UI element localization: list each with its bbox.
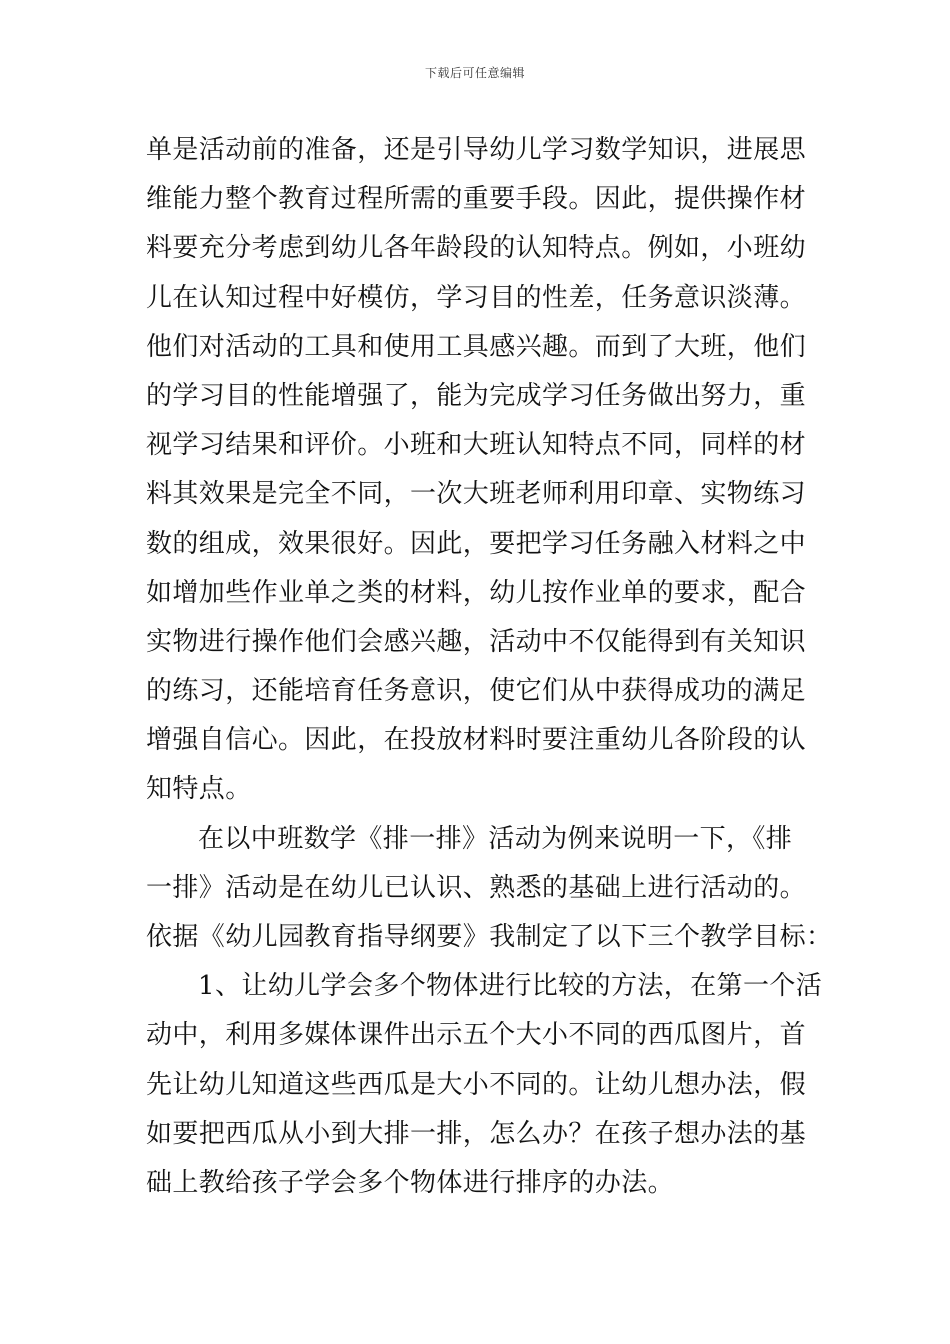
text-line: 他们对活动的工具和使用工具感兴趣。而到了大班，他们: [146, 331, 807, 362]
text-line: 依据《幼儿园教育指导纲要》我制定了以下三个教学目标：: [146, 922, 833, 952]
text-line: 视学习结果和评价。小班和大班认知特点不同，同样的材: [146, 430, 807, 461]
document-body: [146, 126, 833, 1208]
text-line: 1、让幼儿学会多个物体进行比较的方法，在第一个活: [198, 971, 823, 1002]
text-line: 的练习，还能培育任务意识，使它们从中获得成功的满足: [146, 676, 807, 707]
text-line: 数的组成，效果很好。因此，要把学习任务融入材料之中: [146, 528, 807, 559]
text-line: 的学习目的性能增强了，能为完成学习任务做出努力，重: [146, 380, 807, 411]
text-line: 维能力整个教育过程所需的重要手段。因此，提供操作材: [146, 184, 807, 215]
text-line: 增强自信心。因此，在投放材料时要注重幼儿各阶段的认: [146, 725, 807, 756]
text-line: 如要把西瓜从小到大排一排，怎么办？在孩子想办法的基: [146, 1118, 807, 1149]
text-line: 在以中班数学《排一排》活动为例来说明一下，《排: [198, 823, 793, 854]
text-line: 础上教给孩子学会多个物体进行排序的办法。: [146, 1167, 675, 1198]
text-line: 先让幼儿知道这些西瓜是大小不同的。让幼儿想办法，假: [146, 1069, 807, 1100]
text-line: 如增加些作业单之类的材料，幼儿按作业单的要求，配合: [146, 577, 807, 608]
text-line: 知特点。: [146, 774, 252, 805]
text-line: 料要充分考虑到幼儿各年龄段的认知特点。例如，小班幼: [146, 233, 807, 264]
page-header: 下载后可任意编辑: [424, 66, 525, 80]
text-line: 实物进行操作他们会感兴趣，活动中不仅能得到有关知识: [146, 626, 807, 657]
text-line: 动中，利用多媒体课件出示五个大小不同的西瓜图片，首: [146, 1020, 807, 1051]
text-line: 料其效果是完全不同，一次大班老师利用印章、实物练习: [146, 479, 807, 510]
text-line: 一排》活动是在幼儿已认识、熟悉的基础上进行活动的。: [146, 872, 807, 903]
text-line: 单是活动前的准备，还是引导幼儿学习数学知识，进展思: [146, 135, 807, 165]
text-line: 儿在认知过程中好模仿，学习目的性差，任务意识淡薄。: [146, 282, 807, 313]
